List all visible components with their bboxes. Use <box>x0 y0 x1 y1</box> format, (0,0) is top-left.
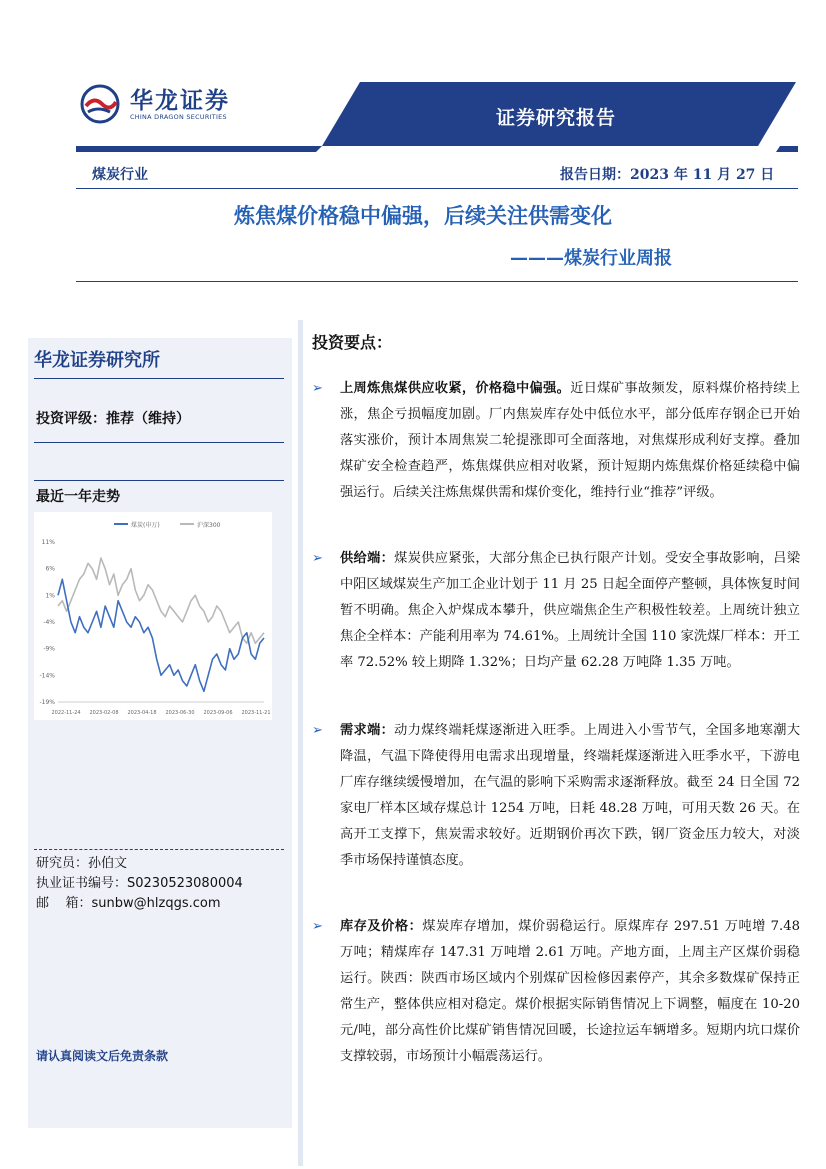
legend-label: 沪深300 <box>197 522 221 529</box>
report-title: 炼焦煤价格稳中偏强，后续关注供需变化 <box>234 204 612 228</box>
divider <box>34 442 284 443</box>
section-supply <box>312 546 800 676</box>
x-tick-label: 2023-02-08 <box>89 710 119 716</box>
divider <box>76 281 798 282</box>
divider <box>76 188 798 189</box>
investment-rating: 投资评级：推荐（维持） <box>36 411 190 427</box>
x-tick-label: 2022-11-24 <box>51 710 81 716</box>
key-points-title: 投资要点： <box>312 333 393 352</box>
section-summary <box>312 376 800 506</box>
sidebar-panel <box>28 338 292 1128</box>
y-tick-label: -19% <box>39 699 55 706</box>
section-text: 需求端：动力煤终端耗煤逐渐进入旺季。上周进入小雪节气，全国多地寒潮大降温，气温下降使得用电需求出现增量，终端耗煤逐渐进入旺季水平，下游电厂库存继续缓慢增加，在气温的影响下采购需求逐渐释放。截至 24 日全国 72 家电厂样本区域存煤总计 1254 万吨，日耗 48.28 万吨，可用天数 26 天。在高开工支撑下，焦炭需求较好。近期钢价再次下跌，钢厂资金压力较大，对淡季市场保持谨慎态度。 <box>340 723 801 868</box>
section-text: 上周炼焦煤供应收紧，价格稳中偏强。近日煤矿事故频发，原料煤价格持续上涨，焦企亏损幅度加剧。厂内焦炭库存处中低位水平，部分低库存钢企已开始落实涨价，预计本周焦炭二轮提涨即可全面落地，对焦煤形成利好支撑。叠加煤矿安全检查趋严，炼焦煤供应相对收紧，预计短期内炼焦煤价格延续稳中偏强运行。后续关注炼焦煤供需和煤价变化，维持行业“推荐”评级。 <box>340 381 801 500</box>
report-type: 证券研究报告 <box>496 107 617 129</box>
series-line <box>58 579 264 691</box>
disclaimer-note: 请认真阅读文后免责条款 <box>36 1049 169 1063</box>
y-tick-label: 6% <box>45 565 55 573</box>
legend-label: 煤炭(申万) <box>131 522 160 529</box>
arrow-bullet-icon: ➢ <box>312 381 323 396</box>
y-tick-label: -4% <box>43 619 55 626</box>
trend-title: 最近一年走势 <box>36 489 120 505</box>
y-tick-label: 1% <box>45 592 55 600</box>
arrow-bullet-icon: ➢ <box>312 723 323 738</box>
industry-label: 煤炭行业 <box>92 167 148 183</box>
x-tick-label: 2023-11-21 <box>241 710 271 716</box>
header-banner <box>0 0 826 160</box>
x-tick-label: 2023-04-18 <box>127 710 157 716</box>
section-text: 库存及价格：煤炭库存增加，煤价弱稳运行。原煤库存 297.51 万吨增 7.48 万吨；精煤库存 147.31 万吨增 2.61 万吨。产地方面，上周主产区煤价弱稳运行。陕西：陕西市场区域内个别煤矿因检修因素停产，其余多数煤矿保持正常生产，整体供应相对稳定。煤价根据实际销售情况上下调整，幅度在 10-20 元/吨，部分高性价比煤矿销售情况回暖，长途拉运车辆增多。短期内坑口煤价支撑较弱，市场预计小幅震荡运行。 <box>340 919 800 1064</box>
section-inventory-price <box>312 914 800 1070</box>
research-institute: 华龙证券研究所 <box>34 350 160 371</box>
analyst-email: 邮 箱：sunbw@hlzqgs.com <box>36 896 221 911</box>
y-tick-label: -14% <box>39 672 55 680</box>
x-tick-label: 2023-06-30 <box>165 710 195 716</box>
trend-chart <box>34 512 272 720</box>
brand-name-cn: 华龙证券 <box>130 88 230 114</box>
arrow-bullet-icon: ➢ <box>312 919 323 934</box>
analyst-license: 执业证书编号：S0230523080004 <box>36 876 243 891</box>
dragon-logo-icon <box>80 84 120 124</box>
y-tick-label: -9% <box>43 645 55 653</box>
arrow-bullet-icon: ➢ <box>312 551 323 566</box>
y-tick-label: 11% <box>41 539 55 546</box>
content-side-bar <box>298 320 303 1166</box>
divider <box>34 849 284 850</box>
company-logo <box>80 82 250 128</box>
report-subtitle: ———煤炭行业周报 <box>510 248 672 269</box>
section-text: 供给端：煤炭供应紧张，大部分焦企已执行限产计划。受安全事故影响，吕梁中阳区域煤炭生产加工企业计划于 11 月 25 日起全面停产整顿，具体恢复时间暂不明确。焦企入炉煤成本攀升，供应端焦企生产积极性较差。上周统计独立焦企全样本：产能利用率为 74.61%。上周统计全国 110 家洗煤厂样本：开工率 72.52% 较上期降 1.32%；日均产量 62.28 万吨降 1.35 万吨。 <box>340 551 801 670</box>
brand-name-en: CHINA DRAGON SECURITIES <box>130 113 227 121</box>
section-demand <box>312 718 800 874</box>
divider <box>34 480 284 481</box>
divider <box>34 378 284 379</box>
analyst-name: 研究员：孙伯文 <box>36 856 128 871</box>
report-date: 报告日期：2023 年 11 月 27 日 <box>560 167 775 183</box>
x-tick-label: 2023-09-06 <box>203 710 233 716</box>
